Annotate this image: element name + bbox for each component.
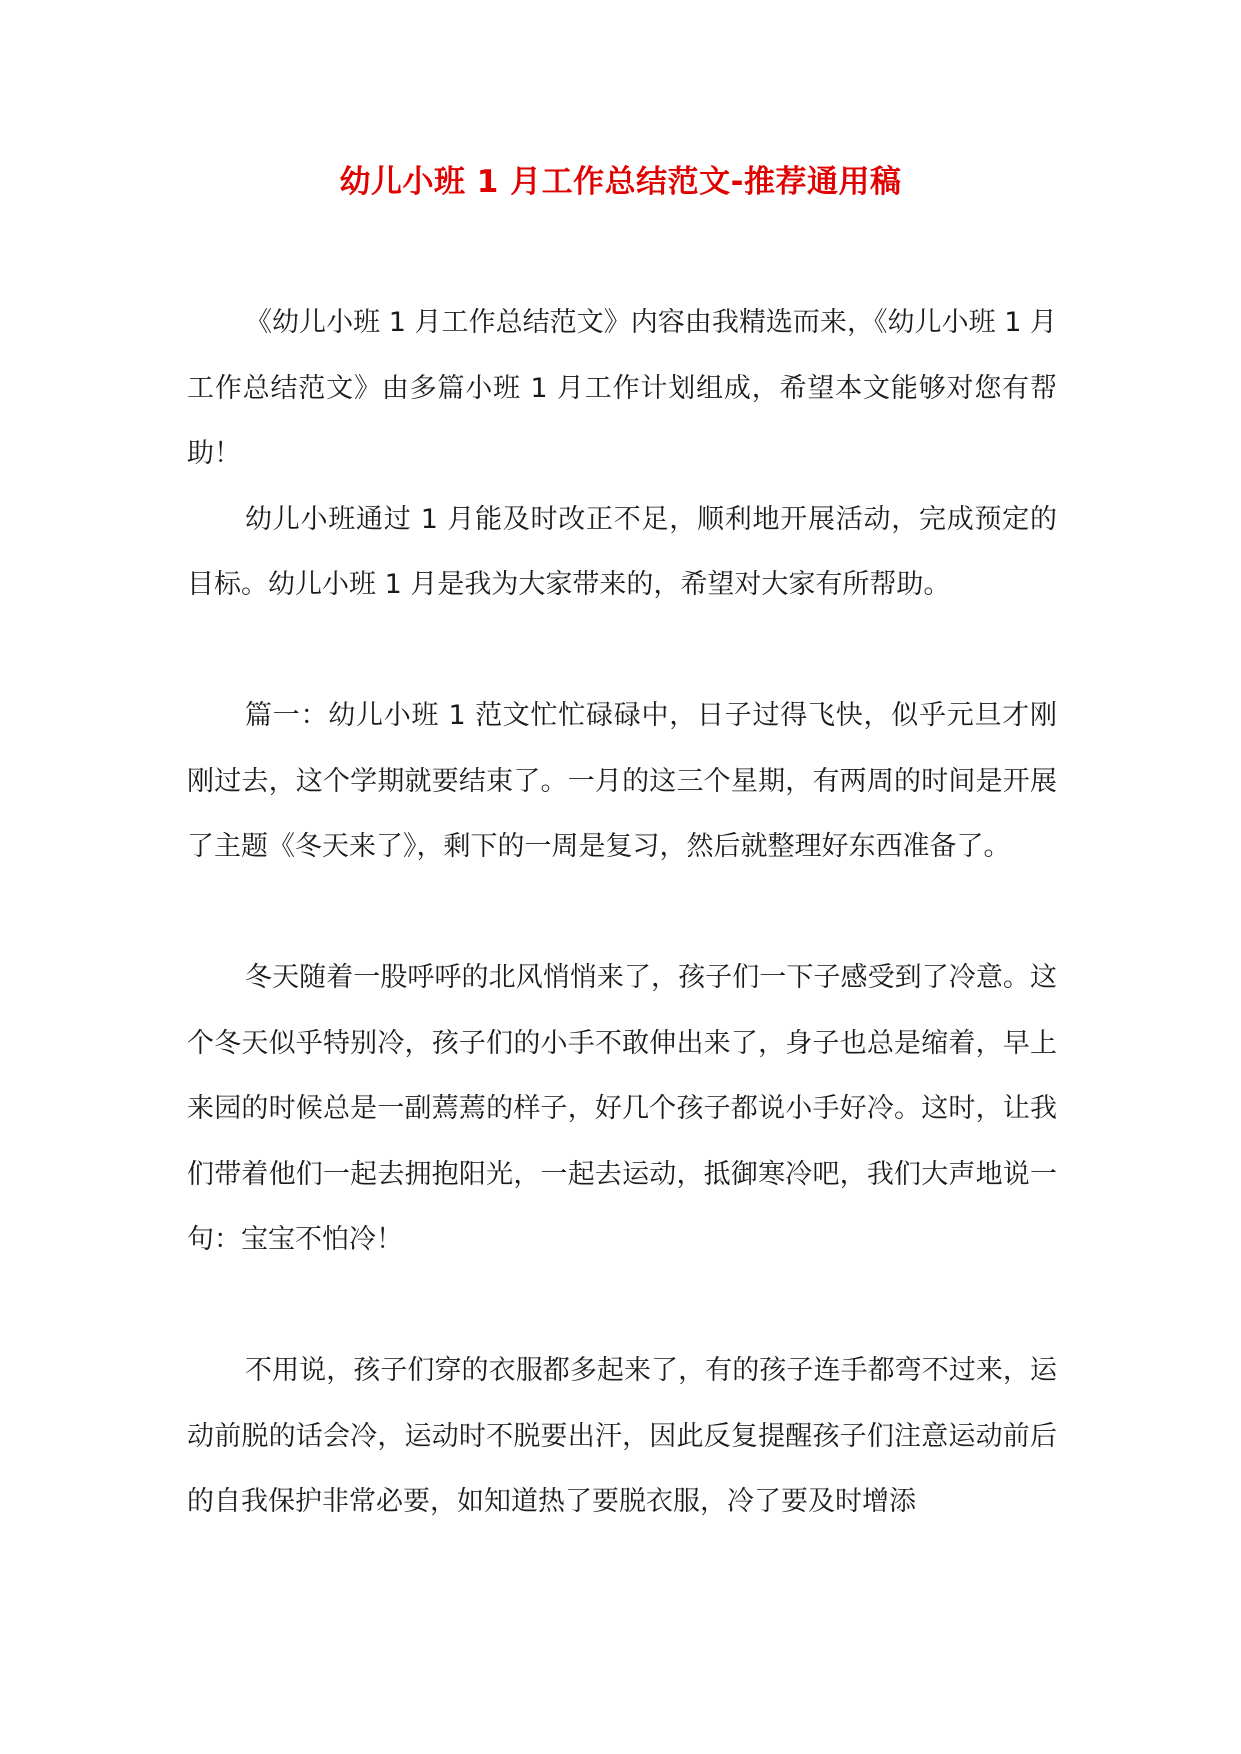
paragraph-gap bbox=[187, 1273, 1057, 1339]
paragraph-summary: 幼儿小班通过 1 月能及时改正不足，顺利地开展活动，完成预定的目标。幼儿小班 1 月是我为大家带来的，希望对大家有所帮助。 bbox=[187, 503, 1057, 600]
paragraph-section-one: 篇一：幼儿小班 1 范文忙忙碌碌中，日子过得飞快，似乎元旦才刚刚过去，这个学期就要结束了。一月的这三个星期，有两周的时间是开展了主题《冬天来了》，剩下的一周是复习，然后就整理好东西准备了。 bbox=[187, 700, 1057, 862]
paragraph-gap bbox=[187, 618, 1057, 684]
document-title: 幼儿小班 1 月工作总结范文-推荐通用稿 bbox=[339, 164, 902, 200]
paragraph-intro: 《幼儿小班 1 月工作总结范文》内容由我精选而来，《幼儿小班 1 月工作总结范文》由多篇小班 1 月工作计划组成，希望本文能够对您有帮助！ bbox=[187, 307, 1057, 469]
document-body bbox=[187, 290, 1057, 1535]
paragraph-gap bbox=[187, 880, 1057, 946]
paragraph-winter: 冬天随着一股呼呼的北风悄悄来了，孩子们一下子感受到了冷意。这个冬天似乎特别冷，孩子们的小手不敢伸出来了，身子也总是缩着，早上来园的时候总是一副蔫蔫的样子，好几个孩子都说小手好冷。这时，让我们带着他们一起去拥抱阳光，一起去运动，抵御寒冷吧，我们大声地说一句：宝宝不怕冷！ bbox=[187, 962, 1057, 1255]
paragraph-clothing: 不用说，孩子们穿的衣服都多起来了，有的孩子连手都弯不过来，运动前脱的话会冷，运动时不脱要出汗，因此反复提醒孩子们注意运动前后的自我保护非常必要，如知道热了要脱衣服，冷了要及时增添 bbox=[187, 1355, 1057, 1517]
